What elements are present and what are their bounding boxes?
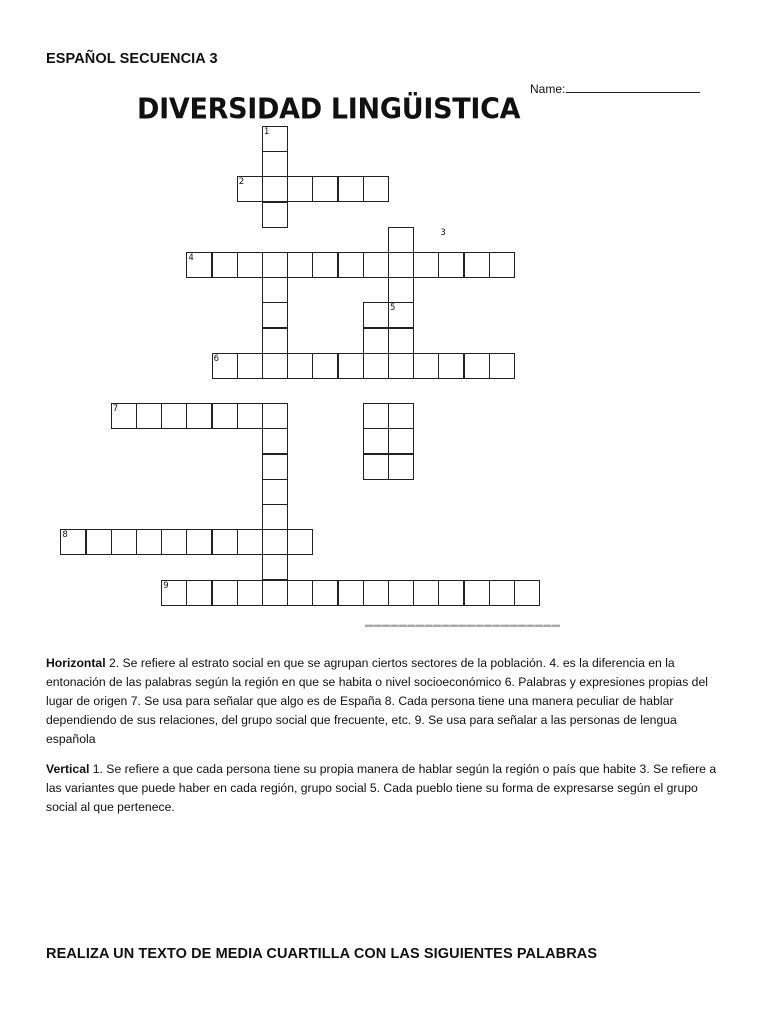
crossword-cell[interactable] (212, 529, 238, 555)
clue-number-2: 2 (238, 177, 245, 188)
crossword-cell[interactable] (262, 454, 288, 480)
writing-instruction: REALIZA UN TEXTO DE MEDIA CUARTILLA CON LAS SIGUIENTES PALABRAS (46, 946, 598, 962)
vertical-clues (46, 760, 726, 817)
clue-number-8: 8 (62, 530, 68, 541)
crossword-cell[interactable] (262, 252, 288, 278)
crossword-cell[interactable] (237, 403, 263, 429)
crossword-cell[interactable] (212, 403, 238, 429)
crossword-cell[interactable] (237, 529, 263, 555)
crossword-cell[interactable] (212, 580, 238, 606)
crossword-cell[interactable] (413, 580, 439, 606)
name-field[interactable] (530, 81, 700, 96)
crossword-cell[interactable] (363, 580, 389, 606)
crossword-cell[interactable] (262, 529, 288, 555)
crossword-cell[interactable] (363, 302, 389, 328)
crossword-cell[interactable] (413, 252, 439, 278)
crossword-cell[interactable] (312, 353, 338, 379)
crossword-cell[interactable] (262, 176, 288, 202)
subject-heading: ESPAÑOL SECUENCIA 3 (46, 51, 218, 67)
clue-number-7: 7 (112, 404, 119, 415)
crossword-cell[interactable] (363, 353, 389, 379)
crossword-cell[interactable] (338, 252, 364, 278)
crossword-cell[interactable] (489, 580, 515, 606)
crossword-cell[interactable] (388, 454, 414, 480)
crossword-cell[interactable] (262, 403, 288, 429)
crossword-cell[interactable] (388, 353, 414, 379)
crossword-cell[interactable] (338, 580, 364, 606)
crossword-cell[interactable] (464, 580, 490, 606)
crossword-cell[interactable] (262, 151, 288, 177)
crossword-cell[interactable] (262, 428, 288, 454)
crossword-cell[interactable] (413, 353, 439, 379)
crossword-cell[interactable] (262, 353, 288, 379)
crossword-cell[interactable] (287, 529, 313, 555)
crossword-cell[interactable] (287, 353, 313, 379)
crossword-cell[interactable] (262, 580, 288, 606)
crossword-cell[interactable] (136, 403, 162, 429)
vertical-label: Vertical (46, 762, 90, 776)
crossword-title: DIVERSIDAD LINGÜISTICA (137, 93, 521, 126)
crossword-cell[interactable] (388, 252, 414, 278)
crossword-cell[interactable] (438, 252, 464, 278)
crossword-cell[interactable] (363, 454, 389, 480)
crossword-cell[interactable] (363, 252, 389, 278)
crossword-cell[interactable] (363, 176, 389, 202)
crossword-cell[interactable] (262, 504, 288, 530)
crossword-cell[interactable] (237, 252, 263, 278)
crossword-cell[interactable] (312, 252, 338, 278)
crossword-cell[interactable] (489, 252, 515, 278)
crossword-cell[interactable] (388, 328, 414, 354)
crossword-cell[interactable] (338, 353, 364, 379)
crossword-cell[interactable] (262, 277, 288, 303)
clue-number-4: 4 (188, 253, 194, 263)
crossword-cell[interactable] (464, 353, 490, 379)
crossword-cell[interactable] (312, 176, 338, 202)
crossword-cell[interactable] (161, 403, 187, 429)
vertical-clue-text: 1. Se refiere a que cada persona tiene su propia manera de hablar según la región o país que habite 3. Se refiere a las variantes que puede haber en cada región, grupo social 5. Cada pueblo tiene su forma de expresarse según el grupo social al que pertenece. (46, 762, 717, 814)
crossword-cell[interactable] (388, 428, 414, 454)
crossword-cell[interactable] (363, 428, 389, 454)
crossword-cell[interactable] (212, 252, 238, 278)
crossword-cell[interactable] (388, 227, 414, 253)
crossword-cell[interactable] (161, 529, 187, 555)
crossword-cell[interactable] (186, 403, 212, 429)
horizontal-clues (46, 654, 726, 749)
crossword-cell[interactable] (489, 353, 515, 379)
crossword-cell[interactable] (287, 176, 313, 202)
crossword-cell[interactable] (262, 328, 288, 354)
crossword-cell[interactable] (287, 580, 313, 606)
crossword-cell[interactable] (464, 252, 490, 278)
crossword-cell[interactable] (262, 302, 288, 328)
crossword-cell[interactable] (186, 529, 212, 555)
clue-number-3: 3 (440, 227, 446, 238)
crossword-cell[interactable] (136, 529, 162, 555)
crossword-cell[interactable] (262, 554, 288, 580)
name-blank-line[interactable] (566, 81, 700, 93)
clue-number-1: 1 (264, 127, 270, 137)
crossword-cell[interactable] (111, 529, 137, 555)
crossword-cell[interactable] (514, 580, 540, 606)
crossword-cell[interactable] (438, 353, 464, 379)
horizontal-clue-text: 2. Se refiere al estrato social en que se agrupan ciertos sectores de la población. 4. es la diferencia en la entonación de las palabras según la región en que se habita o nivel socioeconómico 6. Palabras y expresiones propias del lugar de origen 7. Se usa para señalar que algo es de España 8. Cada persona tiene una manera peculiar de hablar dependiendo de sus relaciones, del grupo social que frecuente, etc. 9. Se usa para señalar a las personas de lengua española (46, 656, 708, 746)
clue-number-6: 6 (213, 353, 220, 364)
crossword-cell[interactable] (262, 479, 288, 505)
crossword-cell[interactable] (388, 277, 414, 303)
crossword-cell[interactable] (388, 403, 414, 429)
crossword-cell[interactable] (237, 580, 263, 606)
clue-number-5: 5 (390, 303, 396, 314)
crossword-cell[interactable] (186, 580, 212, 606)
faded-credit-line: ▬▬▬▬▬▬▬▬▬▬▬▬▬▬▬▬▬▬▬▬▬▬▬ (365, 620, 561, 629)
crossword-cell[interactable] (262, 202, 288, 228)
crossword-cell[interactable] (287, 252, 313, 278)
crossword-cell[interactable] (237, 353, 263, 379)
crossword-cell[interactable] (86, 529, 112, 555)
crossword-cell[interactable] (438, 580, 464, 606)
crossword-cell[interactable] (312, 580, 338, 606)
horizontal-label: Horizontal (46, 656, 106, 670)
crossword-cell[interactable] (363, 328, 389, 354)
crossword-cell[interactable] (338, 176, 364, 202)
crossword-cell[interactable] (363, 403, 389, 429)
name-label: Name: (530, 82, 566, 96)
crossword-cell[interactable] (388, 580, 414, 606)
clue-number-9: 9 (163, 580, 169, 591)
